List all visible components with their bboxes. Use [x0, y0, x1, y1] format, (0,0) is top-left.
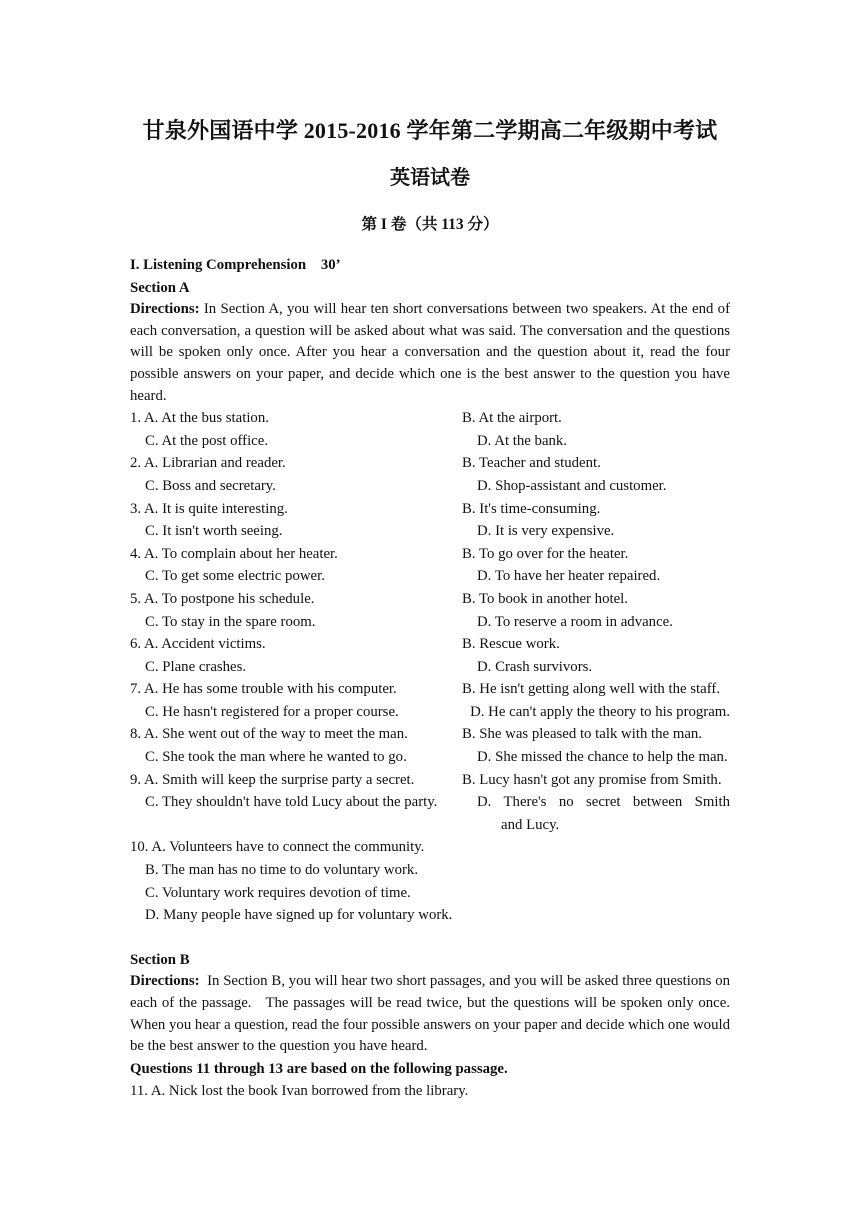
directions-text: In Section A, you will hear ten short conversations between two speakers. At the end of each conversation, a question will be asked about what was said. The conversation and the questions will be spoken only once. After you hear a conversation and the question about it, read the four possible answers on your paper, and decide which one is the best answer to the question you have heard. [130, 301, 730, 404]
q10-option-a: 10. A. Volunteers have to connect the community. [130, 839, 425, 856]
option-d: D. Shop-assistant and customer. [477, 477, 667, 494]
option-c: C. He hasn't registered for a proper course. [145, 703, 399, 720]
option-b: B. She was pleased to talk with the man. [462, 726, 702, 743]
section-b-label: Section B [130, 951, 190, 968]
option-a: 7. A. He has some trouble with his computer. [130, 681, 397, 698]
option-a: 2. A. Librarian and reader. [130, 455, 286, 472]
question-row [130, 452, 730, 475]
option-c: C. She took the man where he wanted to go. [145, 749, 407, 766]
option-a: 5. A. To postpone his schedule. [130, 590, 315, 607]
option-d: D. To reserve a room in advance. [477, 613, 673, 630]
option-a: 8. A. She went out of the way to meet the man. [130, 726, 408, 743]
section-a-directions [130, 299, 730, 407]
question-row [130, 475, 730, 498]
option-d: D. There's no secret between Smith and Lucy. [477, 794, 738, 833]
option-c: C. Boss and secretary. [145, 477, 276, 494]
option-d: D. It is very expensive. [477, 523, 615, 540]
question-row [130, 565, 730, 588]
option-a: 3. A. It is quite interesting. [130, 500, 288, 517]
option-d: D. Crash survivors. [477, 658, 593, 675]
option-d: D. At the bank. [477, 432, 568, 449]
exam-content [130, 254, 745, 1103]
option-c: C. To stay in the spare room. [145, 613, 316, 630]
question-row [130, 678, 730, 701]
option-b: B. To go over for the heater. [462, 545, 629, 562]
option-b: B. To book in another hotel. [462, 590, 628, 607]
q11-option-a: 11. A. Nick lost the book Ivan borrowed from the library. [130, 1083, 469, 1100]
option-b: B. He isn't getting along well with the staff. [462, 681, 721, 698]
directions-text: In Section B, you will hear two short passages, and you will be asked three questions on each of the passage. The passages will be read twice, but the questions will be spoken only once. When you hear a question, read the four possible answers on your paper and decide which one would be the best answer to the question you have heard. [130, 973, 745, 1055]
option-b: B. It's time-consuming. [462, 500, 601, 517]
option-b: B. Rescue work. [462, 636, 560, 653]
option-b: B. At the airport. [462, 410, 562, 427]
q10-option-b: B. The man has no time to do voluntary work. [145, 862, 419, 879]
option-d: D. To have her heater repaired. [477, 568, 661, 585]
question-row [130, 430, 730, 453]
option-a: 9. A. Smith will keep the surprise party a secret. [130, 771, 415, 788]
question-row [130, 769, 730, 792]
question-row [130, 791, 738, 836]
question-row [130, 656, 730, 679]
question-row [130, 588, 730, 611]
section-b-directions [130, 971, 745, 1057]
question-row [130, 611, 730, 634]
exam-subtitle: 英语试卷 [390, 167, 470, 189]
question-row [130, 701, 730, 724]
option-a: 4. A. To complain about her heater. [130, 545, 338, 562]
option-c: C. It isn't worth seeing. [145, 523, 283, 540]
question-list [130, 407, 738, 836]
passage-note: Questions 11 through 13 are based on the following passage. [130, 1060, 508, 1077]
option-d: D. She missed the chance to help the man. [477, 749, 728, 766]
option-c: C. They shouldn't have told Lucy about the party. [145, 794, 438, 811]
option-b: B. Teacher and student. [462, 455, 601, 472]
option-c: C. Plane crashes. [145, 658, 247, 675]
option-a: 1. A. At the bus station. [130, 410, 269, 427]
question-row [130, 498, 730, 521]
question-row [130, 407, 730, 430]
part-heading: I. Listening Comprehension 30’ [130, 257, 341, 273]
q10-option-d: D. Many people have signed up for voluntary work. [145, 907, 453, 924]
option-c: C. To get some electric power. [145, 568, 325, 585]
option-c: C. At the post office. [145, 432, 269, 449]
exam-title: 甘泉外国语中学 2015-2016 学年第二学期高二年级期中考试 [142, 118, 718, 143]
directions-label: Directions: [130, 301, 200, 318]
directions-label: Directions: [130, 973, 200, 990]
question-row [130, 633, 730, 656]
question-row [130, 746, 730, 769]
section-a-label: Section A [130, 279, 190, 296]
option-b: B. Lucy hasn't got any promise from Smith. [462, 771, 722, 788]
question-row [130, 520, 730, 543]
question-row [130, 543, 730, 566]
question-row [130, 723, 730, 746]
volume-heading: 第 I 卷（共 113 分） [361, 216, 499, 233]
option-a: 6. A. Accident victims. [130, 636, 266, 653]
option-d: D. He can't apply the theory to his program. [470, 703, 730, 720]
q10-option-c: C. Voluntary work requires devotion of time. [145, 884, 411, 901]
